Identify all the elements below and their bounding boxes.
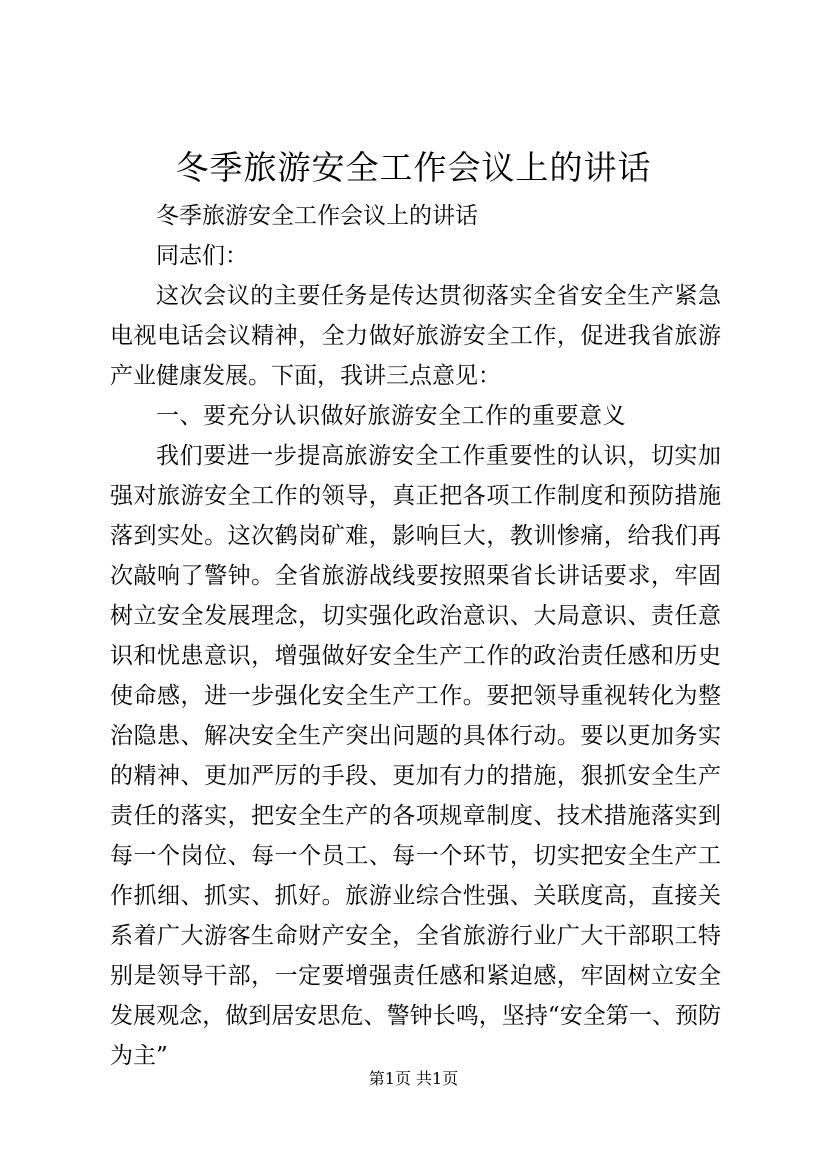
page-footer: 第1页 共1页 [368,1069,459,1088]
paragraph-salutation: 同志们： [156,243,248,269]
paragraph-subtitle: 冬季旅游安全工作会议上的讲话 [156,203,478,229]
section-heading-one: 一、要充分认识做好旅游安全工作的重要意义 [156,403,626,429]
paragraph-intro: 这次会议的主要任务是传达贯彻落实全省安全生产紧急电视电话会议精神，全力做好旅游安全工作，促进我省旅游产业健康发展。下面，我讲三点意见： [110,283,721,389]
paragraph-section-one-body: 我们要进一步提高旅游安全工作重要性的认识，切实加强对旅游安全工作的领导，真正把各项工作制度和预防措施落到实处。这次鹤岗矿难，影响巨大，教训惨痛，给我们再次敲响了警钟。全省旅游战线要按照栗省长讲话要求，牢固树立安全发展理念，切实强化政治意识、大局意识、责任意识和忧患意识，增强做好安全生产工作的政治责任感和历史使命感，进一步强化安全生产工作。要把领导重视转化为整治隐患、解决安全生产突出问题的具体行动。要以更加务实的精神、更加严厉的手段、更加有力的措施，狠抓安全生产责任的落实，把安全生产的各项规章制度、技术措施落实到每一个岗位、每一个员工、每一个环节，切实把安全生产工作抓细、抓实、抓好。旅游业综合性强、关联度高，直接关系着广大游客生命财产安全，全省旅游行业广大干部职工特别是领导干部，一定要增强责任感和紧迫感，牢固树立安全发展观念，做到居安思危、警钟长鸣，坚持“安全第一、预防为主” [110,443,721,1069]
document-title: 冬季旅游安全工作会议上的讲话 [175,148,652,187]
document-body [110,196,721,1076]
